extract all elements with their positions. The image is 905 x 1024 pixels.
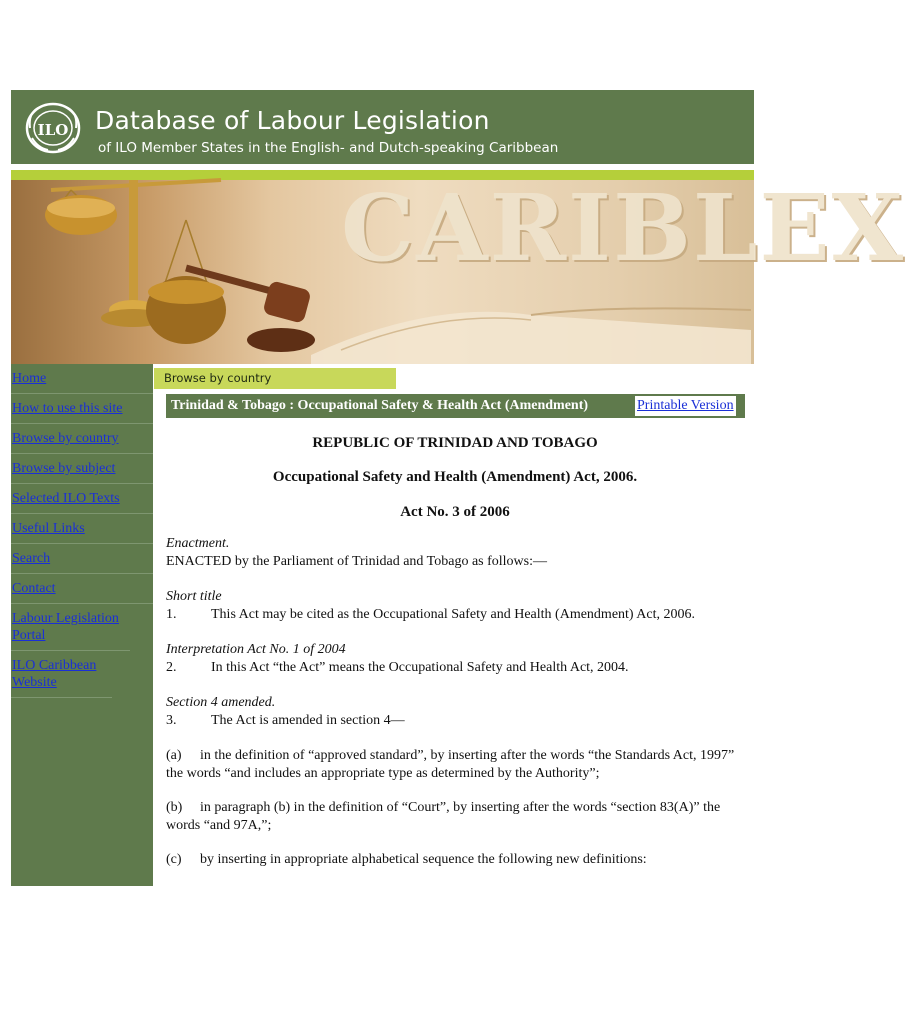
sidebar-item-browse-country[interactable]: Browse by country — [11, 424, 153, 454]
para-a-label: (a) — [166, 748, 182, 763]
section1 — [166, 606, 744, 624]
site-subtitle: of ILO Member States in the English- and Dutch-speaking Caribbean — [98, 140, 559, 156]
page-frame — [11, 90, 905, 364]
ilo-logo-icon — [24, 102, 82, 154]
doc-heading-country: REPUBLIC OF TRINIDAD AND TOBAGO — [312, 435, 598, 451]
section2-label: Interpretation Act No. 1 of 2004 — [166, 642, 346, 657]
para-b-text: in paragraph (b) in the definition of “Court”, by inserting after the words “section 83(A)” the words “and 97A,”; — [166, 800, 721, 833]
section3-number: 3. — [166, 713, 177, 728]
para-c — [166, 851, 744, 869]
enactment-label: Enactment. — [166, 536, 230, 551]
section3-label: Section 4 amended. — [166, 695, 276, 710]
printable-version-link[interactable]: Printable Version — [635, 396, 736, 416]
enactment-text: ENACTED by the Parliament of Trinidad and Tobago as follows:— — [166, 554, 548, 569]
sidebar-item-how-to-use[interactable]: How to use this site — [11, 394, 153, 424]
scales-of-justice-icon — [11, 180, 754, 364]
section3-text: The Act is amended in section 4— — [211, 713, 405, 728]
doc-heading-number: Act No. 3 of 2006 — [400, 504, 510, 520]
banner-title: CARIBLEX — [341, 174, 905, 282]
sidebar-item-ilo-texts[interactable]: Selected ILO Texts — [11, 484, 153, 514]
sidebar-item-browse-subject[interactable]: Browse by subject — [11, 454, 153, 484]
para-b — [166, 799, 744, 835]
logo-text: ILO — [37, 121, 69, 139]
sidebar-item-search[interactable]: Search — [11, 544, 153, 574]
section2-number: 2. — [166, 660, 177, 675]
sidebar-item-labour-portal[interactable]: Labour Legislation Portal — [11, 604, 130, 651]
section2-text: In this Act “the Act” means the Occupational Safety and Health Act, 2004. — [211, 660, 629, 675]
act-document — [166, 434, 744, 869]
para-c-text: by inserting in appropriate alphabetical sequence the following new definitions: — [200, 852, 647, 867]
section2 — [166, 659, 744, 677]
para-b-label: (b) — [166, 800, 183, 815]
section1-text: This Act may be cited as the Occupational Safety and Health (Amendment) Act, 2006. — [211, 607, 696, 622]
site-header — [11, 90, 754, 164]
para-a — [166, 747, 744, 783]
sidebar-item-home[interactable]: Home — [11, 364, 153, 394]
section3 — [166, 712, 744, 730]
sidebar-item-useful-links[interactable]: Useful Links — [11, 514, 153, 544]
sidebar-item-ilo-caribbean[interactable]: ILO Caribbean Website — [11, 651, 112, 698]
para-c-label: (c) — [166, 852, 182, 867]
act-title: Trinidad & Tobago : Occupational Safety & Health Act (Amendment) — [171, 398, 589, 413]
section1-label: Short title — [166, 589, 222, 604]
act-title-bar — [166, 394, 745, 418]
section-tab: Browse by country — [154, 368, 396, 389]
sidebar-item-contact[interactable]: Contact — [11, 574, 153, 604]
doc-heading-act: Occupational Safety and Health (Amendment) Act, 2006. — [272, 469, 638, 485]
site-title: Database of Labour Legislation — [95, 106, 490, 135]
banner-image — [11, 174, 905, 364]
sidebar-nav — [11, 364, 153, 886]
section1-number: 1. — [166, 607, 177, 622]
para-a-text: in the definition of “approved standard”, by inserting after the words “the Standards Act, 1997” the words “and includes an appropriate type as determined by the Authority”; — [166, 748, 735, 781]
